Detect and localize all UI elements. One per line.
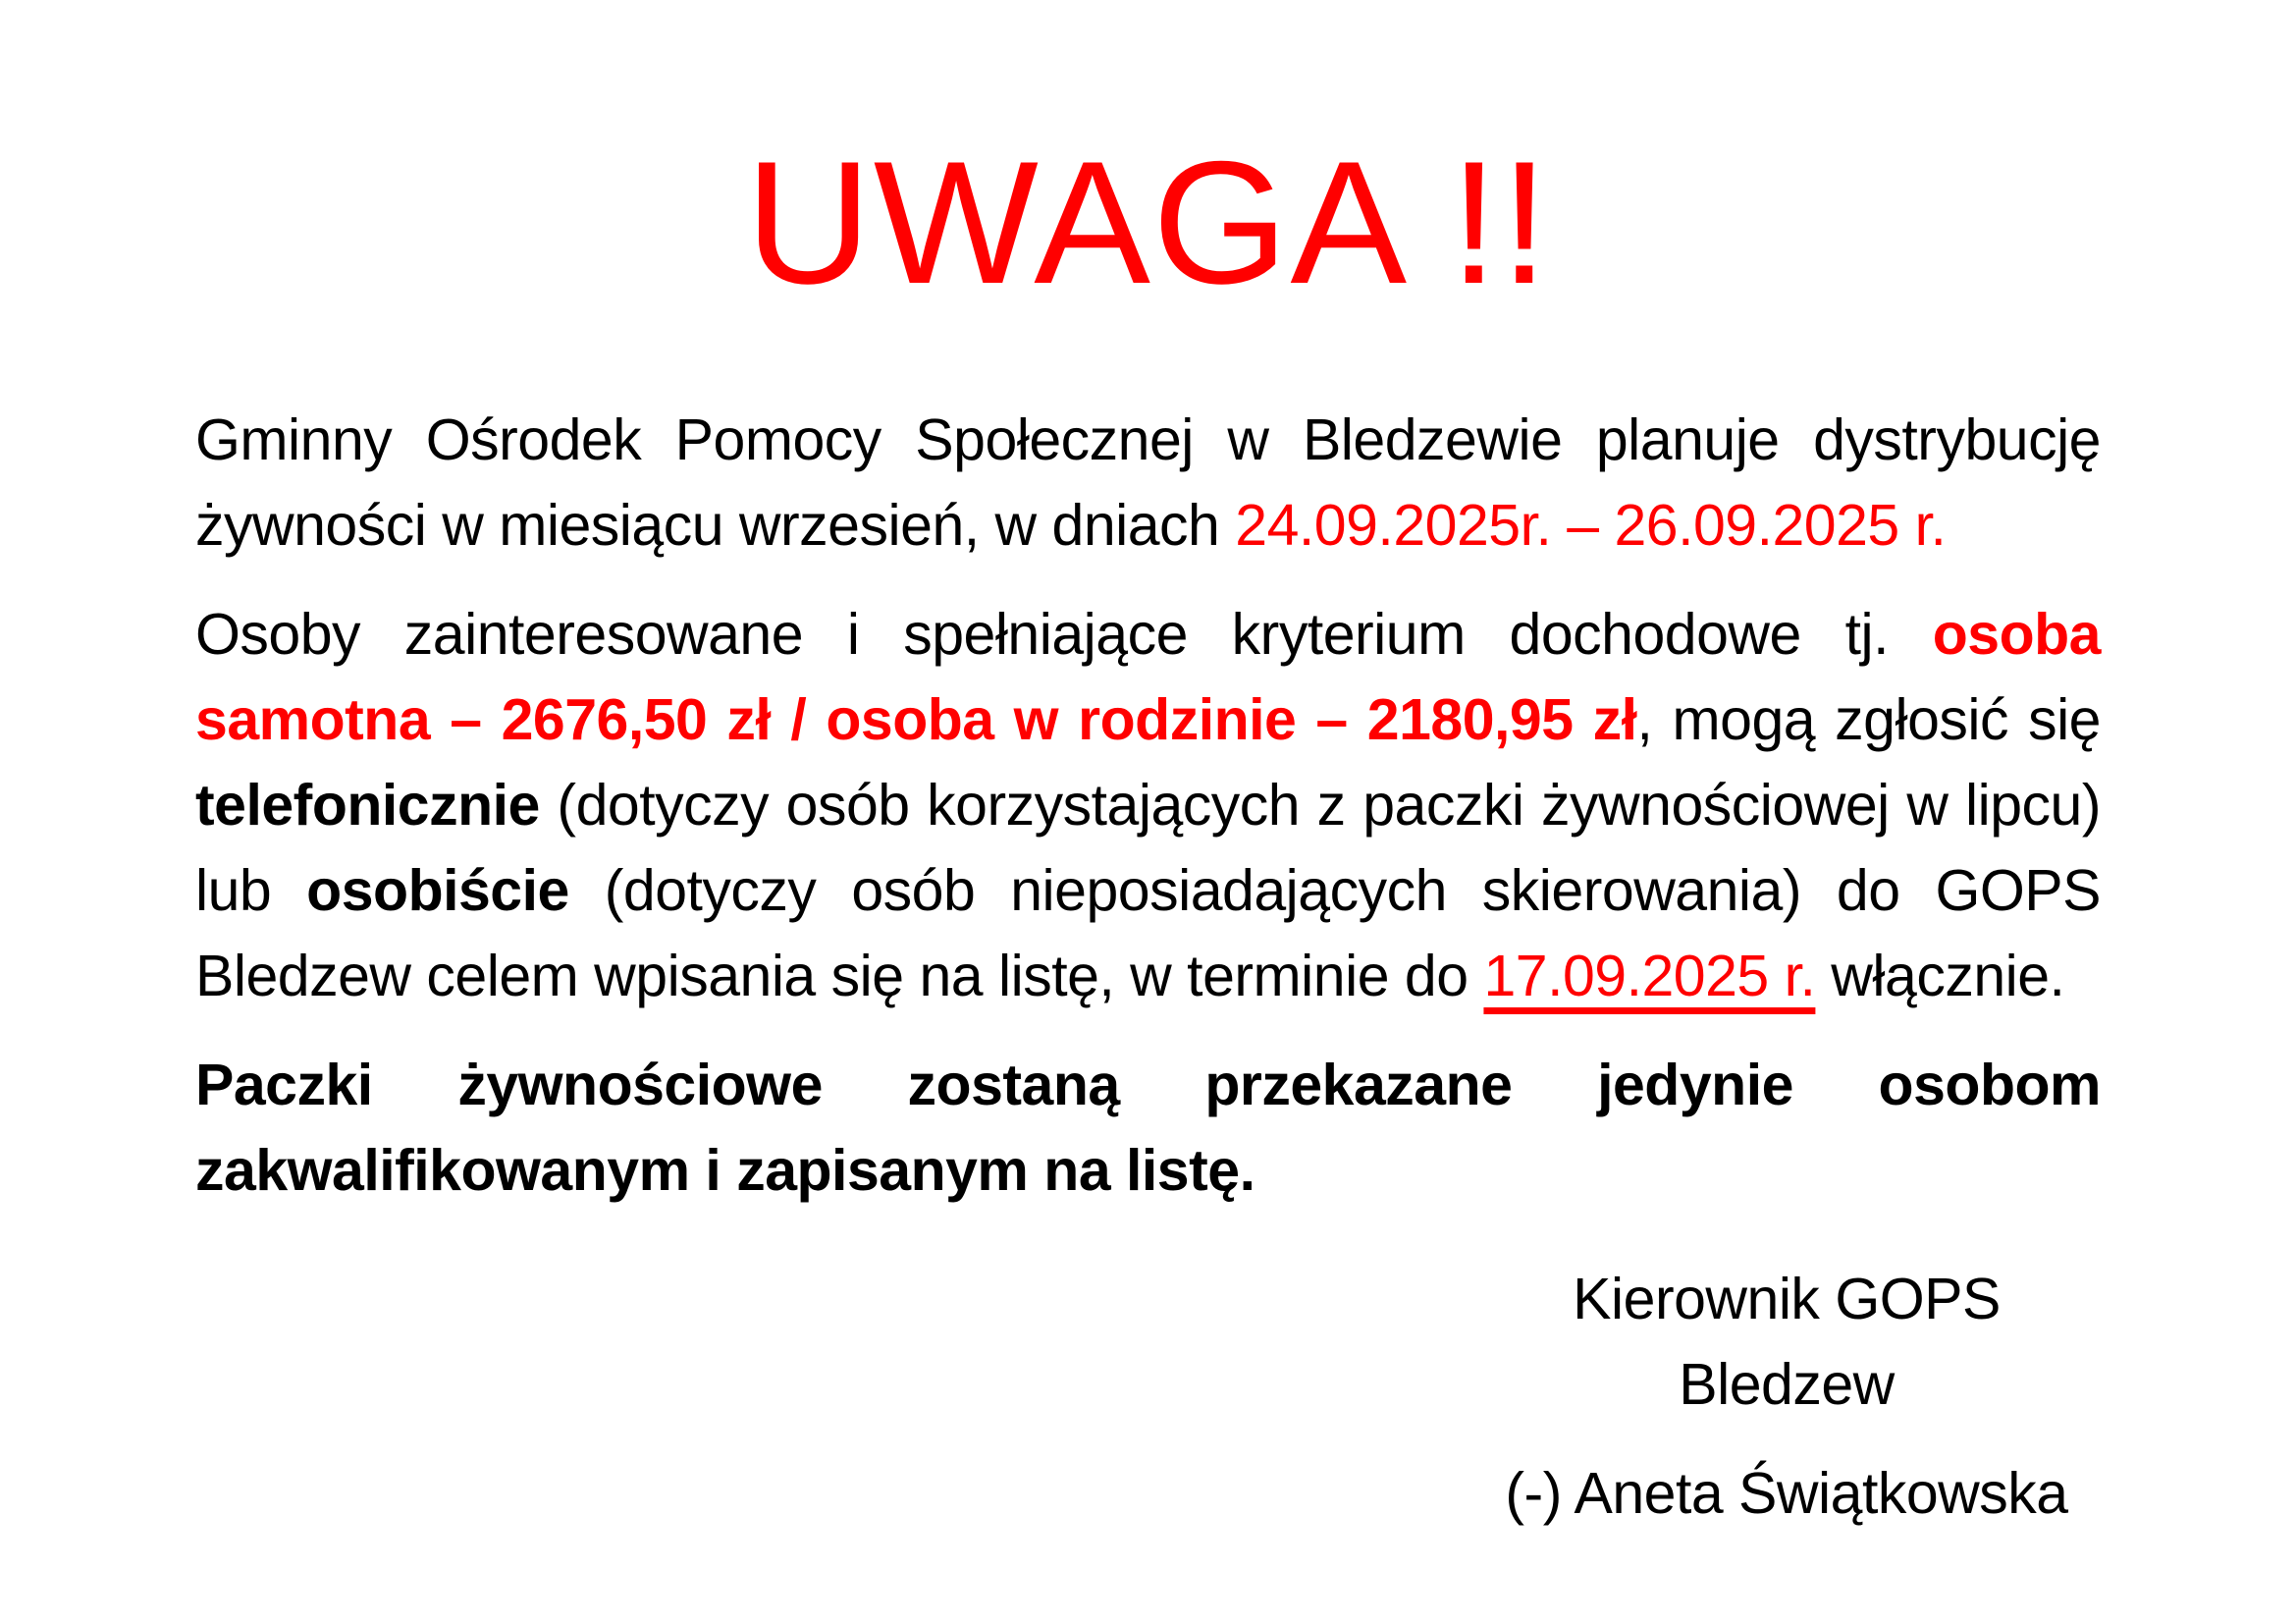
paragraph-qualification-notice: Paczki żywnościowe zostaną przekazane jedynie osobom zakwalifikowanym i zapisanym na listę. [195,1053,2101,1203]
paragraph1-text: Gminny Ośrodek Pomocy Społecznej w Bledzewie planuje dystrybucję żywności w miesiącu wrzesień, w dniach [195,407,2101,558]
contact-phone-note-text: (dotyczy osób korzystających z paczki żywnościowej w lipcu) lub [195,773,2101,923]
distribution-dates-text: 24.09.2025r. – 26.09.2025 r. [1235,493,1947,558]
deadline-suffix-text: włącznie. [1815,944,2065,1008]
contact-inperson-note-text: (dotyczy osób nieposiadających skierowania) do GOPS Bledzew celem wpisania się na listę, w terminie do [195,858,2101,1008]
contact-inperson-text: osobiście [306,858,569,923]
signature-role: Kierownik GOPS Bledzew [1573,1267,2001,1417]
paragraph-eligibility [195,592,2101,1019]
page-title: UWAGA !! [745,125,1551,320]
paragraph-distribution-dates [195,398,2101,568]
income-criteria-text: osoba samotna – 2676,50 zł / osoba w rodzinie – 2180,95 zł [195,602,2101,752]
signature-name: (-) Aneta Świątkowska [1505,1461,2068,1526]
eligibility-intro-text: Osoby zainteresowane i spełniające kryterium dochodowe tj. [195,602,1933,667]
contact-intro-text: , mogą zgłosić się [1636,687,2101,752]
deadline-date-text: 17.09.2025 r. [1483,944,1816,1008]
contact-phone-text: telefonicznie [195,773,540,838]
signature-block [1472,1257,2101,1537]
